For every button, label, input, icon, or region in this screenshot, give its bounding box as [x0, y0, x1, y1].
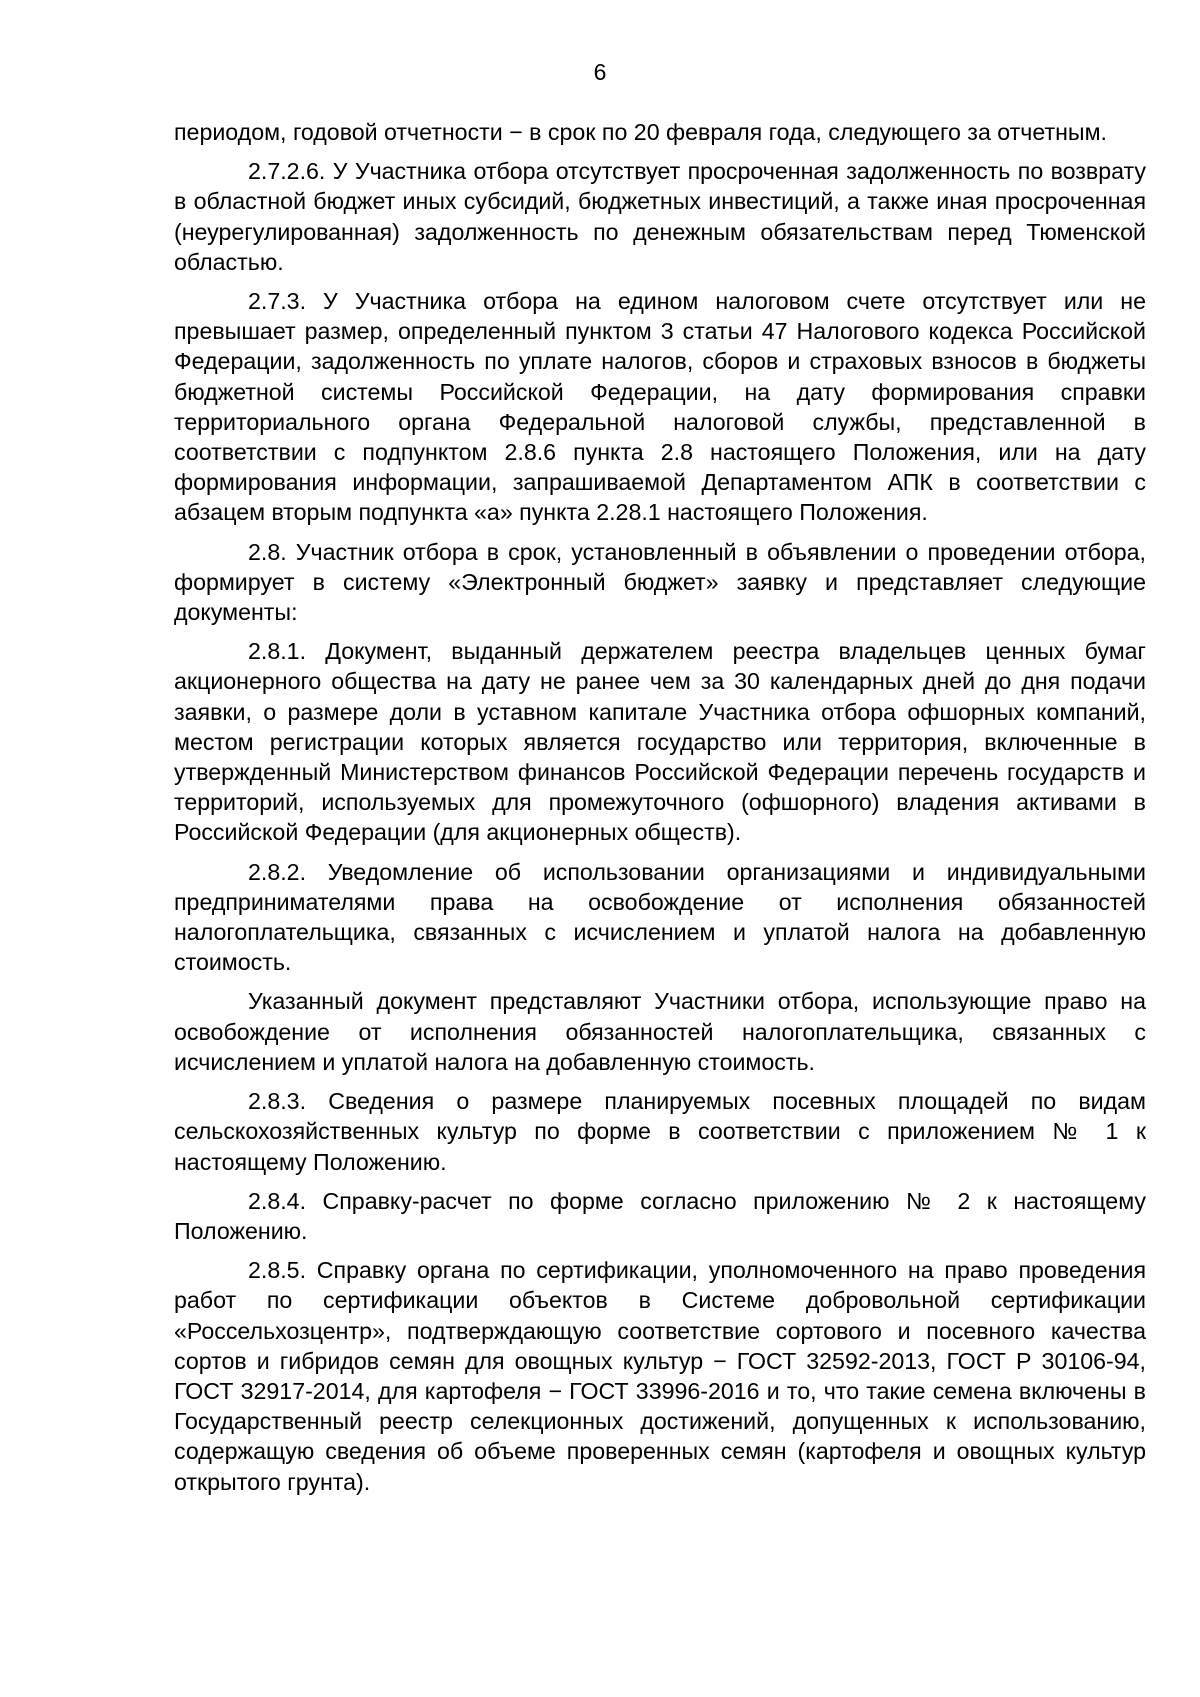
- document-body: [174, 117, 1146, 1506]
- paragraph-2-8: 2.8. Участник отбора в срок, установленный в объявлении о проведении отбора, формирует в систему «Электронный бюджет» заявку и представляет следующие документы:: [174, 538, 1146, 626]
- paragraph-2-8-2: 2.8.2. Уведомление об использовании организациями и индивидуальными предпринимателями права на освобождение от исполнения обязанностей налогоплательщика, связанных с исчислением и уплатой налога на добавленную стоимость.: [174, 858, 1146, 976]
- page-number: 6: [593, 59, 607, 85]
- paragraph-2-7-3: 2.7.3. У Участника отбора на едином налоговом счете отсутствует или не превышает размер, определенный пунктом 3 статьи 47 Налогового кодекса Российской Федерации, задолженность по уплате налогов, сборов и страховых взносов в бюджеты бюджетной системы Российской Федерации, на дату формирования справки территориального органа Федеральной налоговой службы, представленной в соответствии с подпунктом 2.8.6 пункта 2.8 настоящего Положения, или на дату формирования информации, запрашиваемой Департаментом АПК в соответствии с абзацем вторым подпункта «а» пункта 2.28.1 настоящего Положения.: [174, 288, 1146, 526]
- paragraph-continuation: периодом, годовой отчетности − в срок по 20 февраля года, следующего за отчетным.: [174, 119, 1107, 145]
- paragraph-2-8-2-note: Указанный документ представляют Участники отбора, использующие право на освобождение от исполнения обязанностей налогоплательщика, связанных с исчислением и уплатой налога на добавленную стоимость.: [174, 988, 1146, 1075]
- paragraph-2-8-1: 2.8.1. Документ, выданный держателем реестра владельцев ценных бумаг акционерного общества на дату не ранее чем за 30 календарных дней до дня подачи заявки, о размере доли в уставном капитале Участника отбора офшорных компаний, местом регистрации которых является государство или территория, включенные в утвержденный Министерством финансов Российской Федерации перечень государств и территорий, используемых для промежуточного (офшорного) владения активами в Российской Федерации (для акционерных обществ).: [174, 638, 1146, 846]
- paragraph-2-7-2-6: 2.7.2.6. У Участника отбора отсутствует просроченная задолженность по возврату в областной бюджет иных субсидий, бюджетных инвестиций, а также иная просроченная (неурегулированная) задолженность по денежным обязательствам перед Тюменской областью.: [174, 158, 1146, 275]
- paragraph-2-8-4: 2.8.4. Справку-расчет по форме согласно приложению № 2 к настоящему Положению.: [174, 1187, 1146, 1244]
- paragraph-2-8-5: 2.8.5. Справку органа по сертификации, уполномоченного на право проведения работ по сертификации объектов в Системе добровольной сертификации «Россельхозцентр», подтверждающую соответствие сортового и посевного качества сортов и гибридов семян для овощных культур − ГОСТ 32592-2013, ГОСТ Р 30106-94, ГОСТ 32917-2014, для картофеля − ГОСТ 33996-2016 и то, что такие семена включены в Государственный реестр селекционных достижений, допущенных к использованию, содержащую сведения об объеме проверенных семян (картофеля и овощных культур открытого грунта).: [174, 1257, 1146, 1495]
- paragraph-2-8-3: 2.8.3. Сведения о размере планируемых посевных площадей по видам сельскохозяйственных культур по форме в соответствии с приложением № 1 к настоящему Положению.: [174, 1088, 1146, 1175]
